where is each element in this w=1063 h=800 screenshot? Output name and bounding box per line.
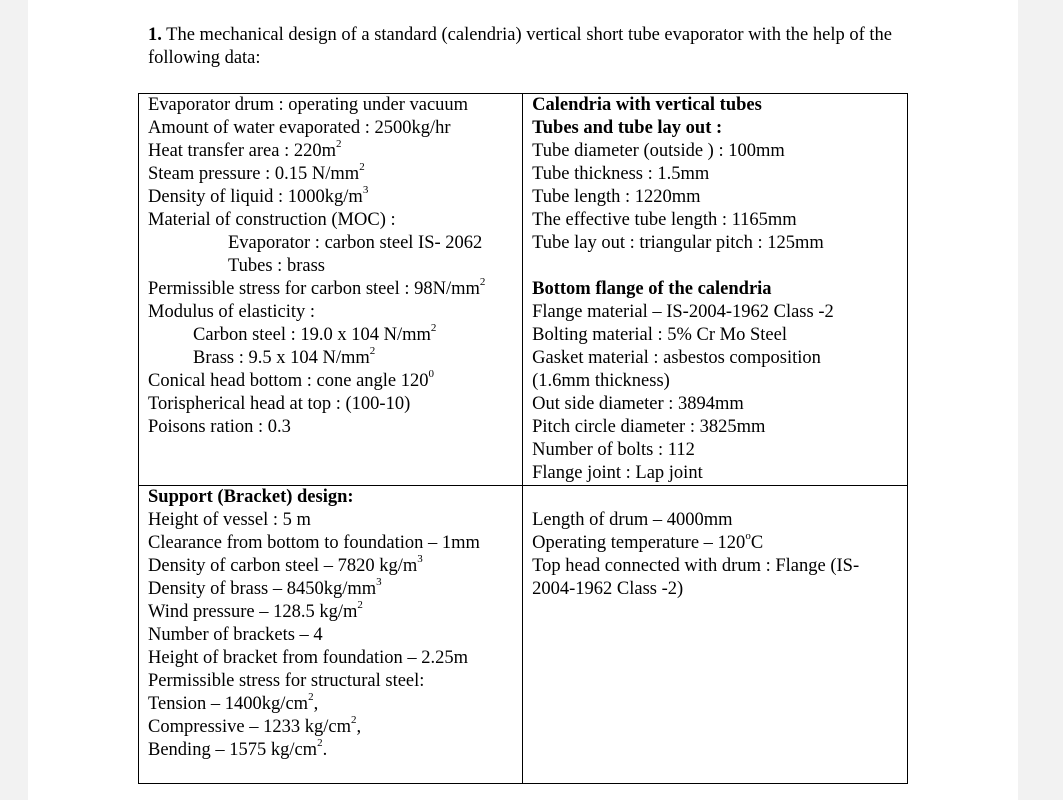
moc-evaporator-line: Evaporator : carbon steel IS- 2062 (228, 233, 483, 253)
tube-length-line: Tube length : 1220mm (532, 187, 701, 207)
clearance-line: Clearance from bottom to foundation – 1mm (148, 533, 480, 553)
spacer (532, 255, 907, 278)
tube-layout-line: Tube lay out : triangular pitch : 125mm (532, 233, 824, 253)
tubes-heading: Tubes and tube lay out : (532, 118, 723, 138)
effective-length-line: The effective tube length : 1165mm (532, 210, 797, 230)
conical-head-line: Conical head bottom : cone angle $120^0$ (148, 368, 435, 391)
flange-joint-line: Flange joint : Lap joint (532, 463, 703, 483)
data-table (138, 93, 908, 784)
bolting-material-line: Bolting material : 5% Cr Mo Steel (532, 325, 787, 345)
tube-thickness-line: Tube thickness : 1.5mm (532, 164, 710, 184)
torispherical-head-line: Torispherical head at top : (100-10) (148, 394, 411, 414)
flange-material-line: Flange material – IS-2004-1962 Class -2 (532, 302, 834, 322)
table-row (139, 94, 908, 486)
operating-temperature-line: Operating temperature – 120$^o$C (532, 530, 764, 553)
structural-stress-line: Permissible stress for structural steel: (148, 671, 425, 691)
modulus-line: Modulus of elasticity : (148, 302, 315, 322)
brackets-line: Number of brackets – 4 (148, 625, 323, 645)
carbon-steel-density-line: Density of carbon steel – 7820 $kg/m^3$ (148, 553, 423, 576)
bracket-height-line: Height of bracket from foundation – 2.25m (148, 648, 469, 668)
area-line: Heat transfer area : $220m^2$ (148, 138, 342, 161)
tube-diameter-line: Tube diameter (outside ) : 100mm (532, 141, 785, 161)
carbon-steel-line: Carbon steel : 19.0 x 104 $N/mm^2$ (193, 322, 437, 345)
table-row (139, 486, 908, 784)
support-data-cell (139, 486, 523, 784)
steam-line: Steam pressure : 0.15 $N/mm^2$ (148, 161, 365, 184)
vessel-height-line: Height of vessel : 5 m (148, 510, 311, 530)
problem-number: 1. (148, 25, 162, 45)
top-head-line: Top head connected with drum : Flange (IS- (532, 556, 860, 576)
bolts-line: Number of bolts : 112 (532, 440, 695, 460)
drum-line: Evaporator drum : operating under vacuum (148, 95, 469, 115)
moc-tubes-line: Tubes : brass (228, 256, 325, 276)
bending-line: Bending – 1575 $kg/cm^2$. (148, 737, 328, 760)
water-line: Amount of water evaporated : 2500kg/hr (148, 118, 451, 138)
gasket-thickness-line: (1.6mm thickness) (532, 371, 670, 391)
brass-density-line: Density of brass – $8450kg/mm^3$ (148, 576, 382, 599)
calendria-heading: Calendria with vertical tubes (532, 95, 762, 115)
calendria-data-cell (523, 94, 908, 486)
evaporator-data-cell (139, 94, 523, 486)
density-line: Density of liquid : $1000kg/m^3$ (148, 184, 369, 207)
pitch-circle-line: Pitch circle diameter : 3825mm (532, 417, 766, 437)
poisson-line: Poisons ration : 0.3 (148, 417, 291, 437)
compressive-line: Compressive – 1233 $kg/cm^2$, (148, 714, 362, 737)
moc-line: Material of construction (MOC) : (148, 210, 396, 230)
support-heading: Support (Bracket) design: (148, 487, 354, 507)
problem-text: The mechanical design of a standard (calendria) vertical short tube evaporator with the help of the following data: (148, 25, 892, 68)
outside-diameter-line: Out side diameter : 3894mm (532, 394, 744, 414)
bottom-flange-heading: Bottom flange of the calendria (532, 279, 772, 299)
wind-pressure-line: Wind pressure – 128.5 $kg/m^2$ (148, 599, 363, 622)
tension-line: Tension – $1400kg/cm^2$, (148, 691, 319, 714)
drum-length-line: Length of drum – 4000mm (532, 510, 733, 530)
drum-data-cell (523, 486, 908, 784)
problem-statement (148, 24, 908, 70)
brass-line: Brass : 9.5 x 104 $N/mm^2$ (193, 345, 376, 368)
document-page (28, 0, 1018, 800)
spacer (532, 486, 907, 509)
gasket-material-line: Gasket material : asbestos composition (532, 348, 821, 368)
permissible-stress-line: Permissible stress for carbon steel : $98N/mm^2$ (148, 276, 486, 299)
top-head-line-continued: 2004-1962 Class -2) (532, 579, 684, 599)
